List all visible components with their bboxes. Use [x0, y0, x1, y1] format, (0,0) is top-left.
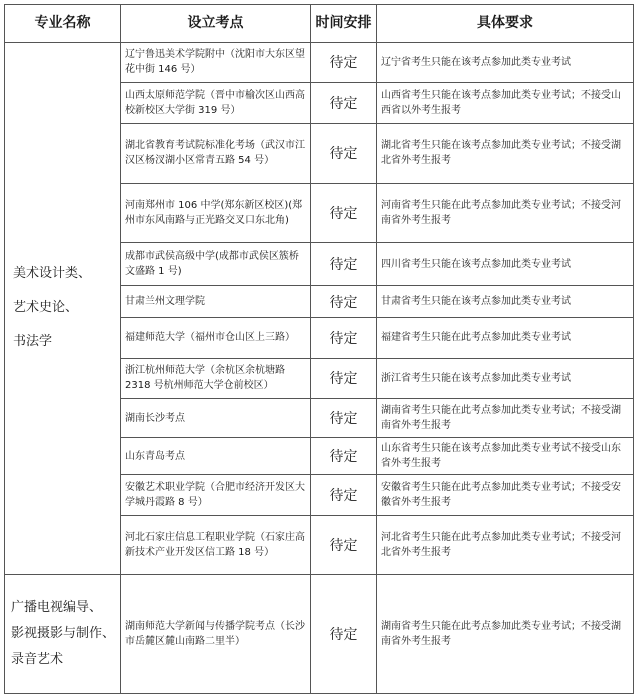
- time-cell: 待定: [311, 123, 377, 183]
- requirement-cell: 四川省考生只能在该考点参加此类专业考试: [377, 242, 634, 286]
- requirement-cell: 甘肃省考生只能在该考点参加此类专业考试: [377, 286, 634, 318]
- location-cell: 湖北省教育考试院标准化考场（武汉市江汉区杨汊湖小区常青五路 54 号）: [121, 123, 311, 183]
- table-row: [5, 575, 634, 694]
- requirement-cell: 湖北省考生只能在该考点参加此类专业考试；不接受湖北省外考生报考: [377, 123, 634, 183]
- requirement-cell: 湖南省考生只能在此考点参加此类专业考试；不接受湖南省外考生报考: [377, 575, 634, 694]
- time-cell: 待定: [311, 475, 377, 516]
- header-major: 专业名称: [5, 5, 121, 43]
- location-cell: 成都市武侯高级中学(成都市武侯区簇桥文盛路 1 号): [121, 242, 311, 286]
- requirement-cell: 河南省考生只能在此考点参加此类专业考试；不接受河南省外考生报考: [377, 183, 634, 242]
- major-line: 艺术史论、: [13, 300, 79, 316]
- major-line: 录音艺术: [11, 652, 64, 667]
- requirement-cell: 河北省考生只能在此考点参加此类专业考试；不接受河北省外考生报考: [377, 516, 634, 575]
- time-cell: 待定: [311, 437, 377, 475]
- table-row: [5, 42, 634, 83]
- time-cell: 待定: [311, 575, 377, 694]
- location-cell: 山西太原师范学院（晋中市榆次区山西高校新校区大学街 319 号）: [121, 83, 311, 124]
- location-cell: 河南郑州市 106 中学(郑东新区校区)(郑州市东风南路与正光路交叉口东北角): [121, 183, 311, 242]
- requirement-cell: 山东省考生只能在该考点参加此类专业考试不接受山东省外考生报考: [377, 437, 634, 475]
- location-cell: 福建师范大学（福州市仓山区上三路）: [121, 317, 311, 358]
- header-row: [5, 5, 634, 43]
- time-cell: 待定: [311, 399, 377, 438]
- location-cell: 辽宁鲁迅美术学院附中（沈阳市大东区望花中街 146 号）: [121, 42, 311, 83]
- major-line: 美术设计类、: [13, 266, 92, 282]
- requirement-cell: 浙江省考生只能在该考点参加此类专业考试: [377, 358, 634, 399]
- requirement-cell: 湖南省考生只能在此考点参加此类专业考试；不接受湖南省外考生报考: [377, 399, 634, 438]
- header-requirement: 具体要求: [377, 5, 634, 43]
- major-cell: [5, 575, 121, 694]
- time-cell: 待定: [311, 83, 377, 124]
- requirement-cell: 山西省考生只能在该考点参加此类专业考试；不接受山西省以外考生报考: [377, 83, 634, 124]
- location-cell: 浙江杭州师范大学（余杭区余杭塘路 2318 号杭州师范大学仓前校区）: [121, 358, 311, 399]
- requirement-cell: 安徽省考生只能在此考点参加此类专业考试；不接受安徽省外考生报考: [377, 475, 634, 516]
- location-cell: 河北石家庄信息工程职业学院（石家庄高新技术产业开发区信工路 18 号）: [121, 516, 311, 575]
- requirement-cell: 辽宁省考生只能在该考点参加此类专业考试: [377, 42, 634, 83]
- time-cell: 待定: [311, 516, 377, 575]
- time-cell: 待定: [311, 242, 377, 286]
- header-time: 时间安排: [311, 5, 377, 43]
- time-cell: 待定: [311, 317, 377, 358]
- location-cell: 安徽艺术职业学院（合肥市经济开发区大学城丹霞路 8 号）: [121, 475, 311, 516]
- time-cell: 待定: [311, 183, 377, 242]
- major-cell: [5, 42, 121, 574]
- time-cell: 待定: [311, 42, 377, 83]
- exam-location-table: [4, 4, 634, 694]
- location-cell: 山东青岛考点: [121, 437, 311, 475]
- major-line: 书法学: [13, 334, 53, 350]
- location-cell: 甘肃兰州文理学院: [121, 286, 311, 318]
- time-cell: 待定: [311, 286, 377, 318]
- time-cell: 待定: [311, 358, 377, 399]
- major-line: 影视摄影与制作、: [11, 626, 116, 641]
- header-location: 设立考点: [121, 5, 311, 43]
- requirement-cell: 福建省考生只能在此考点参加此类专业考试: [377, 317, 634, 358]
- major-line: 广播电视编导、: [11, 600, 103, 615]
- location-cell: 湖南师范大学新闻与传播学院考点（长沙市岳麓区麓山南路二里半）: [121, 575, 311, 694]
- location-cell: 湖南长沙考点: [121, 399, 311, 438]
